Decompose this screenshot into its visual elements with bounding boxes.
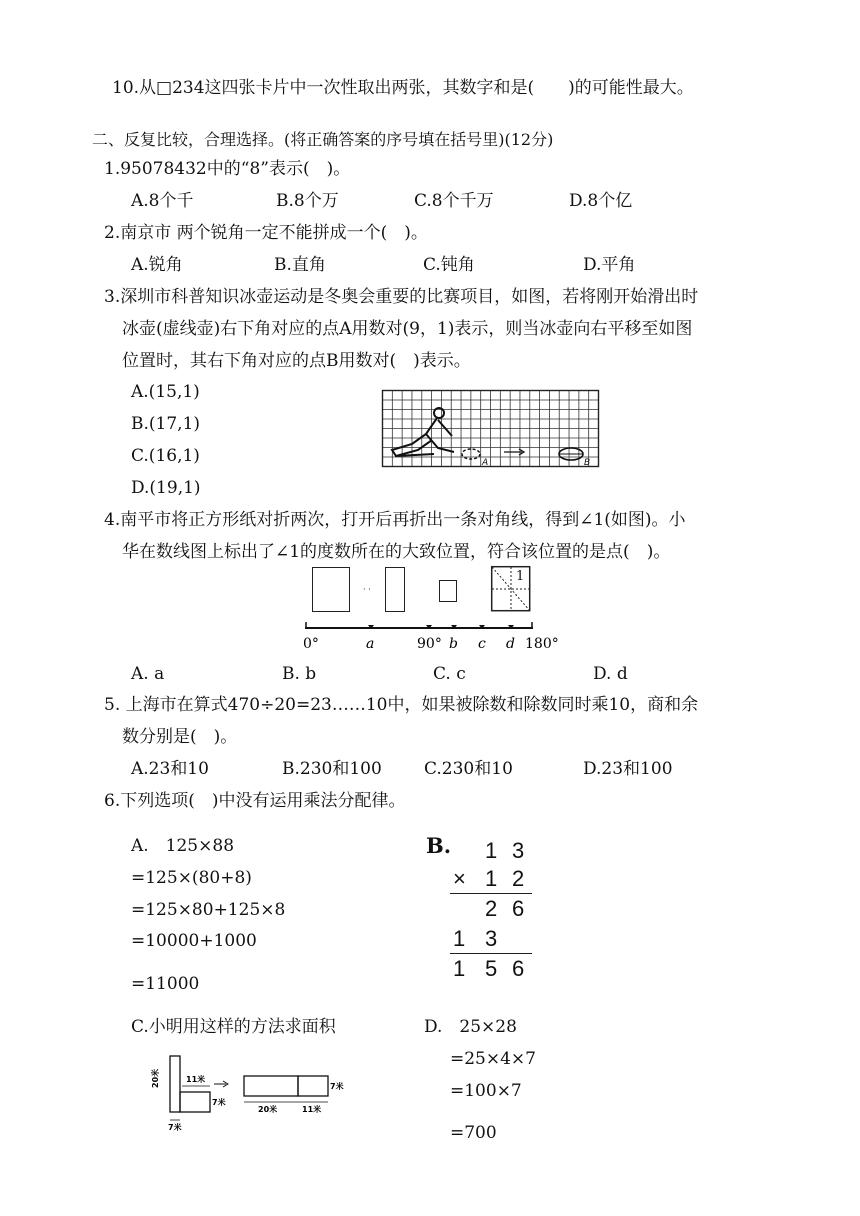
q6-d-line3: =100×7 [450, 1081, 522, 1101]
q5-option-d: D.23和100 [583, 759, 673, 779]
dim-20m-bottom: 20米 [258, 1105, 278, 1114]
question-3-line2: 冰壶(虚线壶)右下角对应的点A用数对(9，1)表示，则当冰壶向右平移至如图 [122, 319, 693, 339]
dim-11m-bottom: 11米 [302, 1105, 322, 1114]
q6-d-line1: D. 25×28 [424, 1017, 517, 1037]
curler-figure [392, 408, 454, 456]
question-4-line2: 华在数线图上标出了∠1的度数所在的大致位置，符合该位置的是点( )。 [122, 542, 671, 562]
question-10: 10.从□234这四张卡片中一次性取出两张，其数字和是( )的可能性最大。 [112, 78, 694, 98]
q4-option-d: D. d [593, 664, 628, 684]
q2-option-c: C.钝角 [423, 255, 475, 275]
q4-option-b: B. b [282, 664, 317, 684]
question-5-line2: 数分别是( )。 [122, 727, 238, 747]
q6-d-line4: =700 [450, 1123, 497, 1143]
vm-digit: 1 [485, 866, 498, 891]
q5-option-b: B.230和100 [282, 759, 382, 779]
vm-digit: 6 [512, 896, 525, 921]
q4-option-c: C. c [433, 664, 466, 684]
q5-option-c: C.230和10 [424, 759, 513, 779]
q2-option-a: A.锐角 [131, 255, 183, 275]
vm-digit: 1 [485, 838, 498, 863]
q3-option-b: B.(17,1) [131, 414, 201, 434]
dim-7m-bottom: 7米 [168, 1123, 182, 1132]
question-3-line3: 位置时，其右下角对应的点B用数对( )表示。 [122, 351, 471, 371]
tick-90: 90° [417, 636, 442, 652]
dim-11m-top: 11米 [186, 1075, 206, 1084]
dim-7m-side: 7米 [212, 1098, 226, 1107]
question-4-line1: 4.南平市将正方形纸对折两次，打开后再折出一条对角线，得到∠1(如图)。小 [104, 510, 686, 530]
q4-option-a: A. a [131, 664, 165, 684]
q6-a-line3: =125×80+125×8 [131, 900, 286, 920]
tick-c: c [478, 636, 486, 652]
q6-d-line2: =25×4×7 [450, 1049, 536, 1069]
dim-7m-right: 7米 [330, 1082, 344, 1091]
area-rearrangement-figure [150, 1052, 350, 1132]
q3-option-a: A.(15,1) [131, 382, 200, 402]
vm-rule-1 [450, 893, 532, 894]
vm-digit: 3 [485, 926, 498, 951]
vm-rule-2 [450, 953, 532, 954]
q1-option-d: D.8个亿 [569, 191, 633, 211]
q6-a-line1: A. 125×88 [131, 836, 235, 856]
curling-grid-figure [382, 390, 600, 468]
vm-digit: 6 [512, 956, 525, 981]
point-b-label: B [584, 458, 591, 468]
square-paper [312, 567, 350, 612]
vm-digit: 5 [485, 956, 498, 981]
question-5-line1: 5. 上海市在算式470÷20=23……10中，如果被除数和除数同时乘10，商和余 [104, 695, 699, 715]
tick-b: b [449, 636, 458, 652]
q5-option-a: A.23和10 [131, 759, 209, 779]
unfolded-paper-angle [491, 566, 531, 612]
folded-once-paper [385, 567, 405, 612]
section-heading: 二、反复比较，合理选择。(将正确答案的序号填在括号里)(12分) [92, 130, 554, 149]
vm-digit: 1 [453, 956, 466, 981]
vm-digit: × [453, 866, 466, 891]
vm-digit: 2 [512, 866, 525, 891]
q6-c-label: C.小明用这样的方法求面积 [131, 1017, 336, 1037]
q6-a-line4: =10000+1000 [131, 931, 257, 951]
question-2-stem: 2.南京市 两个锐角一定不能拼成一个( )。 [104, 223, 428, 243]
vm-digit: 2 [485, 896, 498, 921]
tick-a: a [366, 636, 375, 652]
q1-option-b: B.8个万 [276, 191, 339, 211]
vm-digit: 3 [512, 838, 525, 863]
q2-option-b: B.直角 [274, 255, 326, 275]
tick-d: d [506, 636, 515, 652]
point-a-label: A [482, 458, 489, 468]
q6-a-line2: =125×(80+8) [131, 868, 252, 888]
angle-1-label: 1 [516, 569, 525, 584]
vm-digit: 1 [453, 926, 466, 951]
dots: · · [363, 585, 371, 594]
q6-a-line5: =11000 [131, 974, 200, 994]
q6-b-label: B. [426, 833, 452, 858]
question-3-line1: 3.深圳市科普知识冰壶运动是冬奥会重要的比赛项目，如图，若将刚开始滑出时 [104, 287, 699, 307]
tick-0: 0° [303, 636, 319, 652]
q1-option-a: A.8个千 [131, 191, 194, 211]
folded-twice-paper [439, 580, 457, 602]
degree-number-line [303, 618, 563, 654]
q1-option-c: C.8个千万 [414, 191, 494, 211]
question-1-stem: 1.95078432中的“8”表示( )。 [104, 159, 351, 179]
q3-option-d: D.(19,1) [131, 478, 201, 498]
q2-option-d: D.平角 [583, 255, 636, 275]
dim-20m-vertical: 20米 [151, 1068, 160, 1088]
q3-option-c: C.(16,1) [131, 446, 200, 466]
tick-180: 180° [525, 636, 559, 652]
question-6-stem: 6.下列选项( )中没有运用乘法分配律。 [104, 791, 406, 811]
